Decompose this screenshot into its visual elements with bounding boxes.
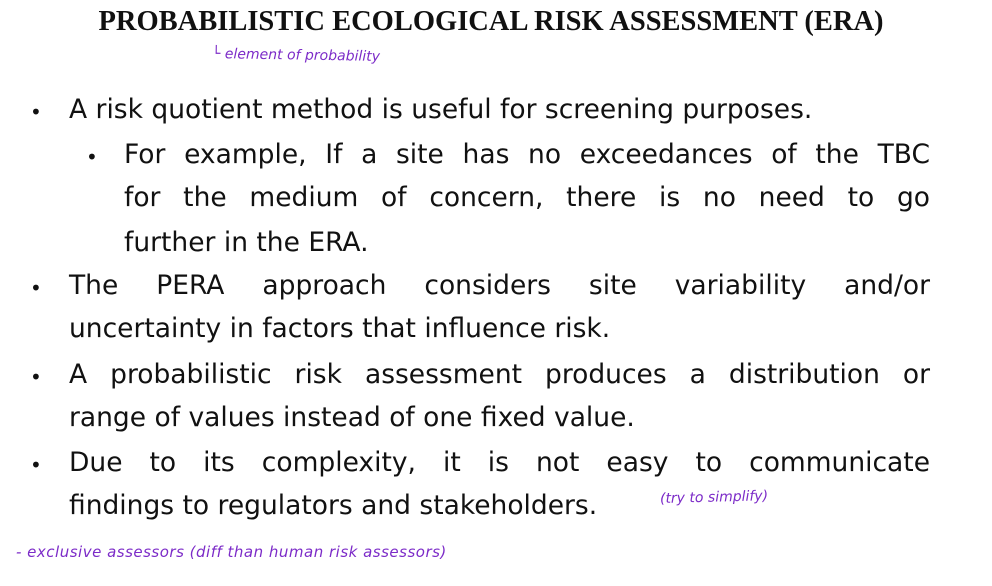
- sub-bullet-line-2: for the medium of concern, there is no need to go: [124, 182, 930, 213]
- sub-bullet-line-1: For example, If a site has no exceedances of the TBC: [124, 139, 930, 170]
- bullet-marker: •: [30, 100, 42, 124]
- bullet-3-line-2: range of values instead of one fixed value.: [69, 402, 635, 433]
- bullet-2-line-2: uncertainty in factors that influence risk.: [69, 313, 611, 344]
- bullet-4-line-2: findings to regulators and stakeholders.: [69, 490, 598, 521]
- bullet-1-text: A risk quotient method is useful for screening purposes.: [69, 94, 813, 125]
- handwritten-note-probability: └ element of probability: [211, 46, 381, 65]
- handwritten-note-simplify: (try to simplify): [659, 488, 769, 507]
- bullet-marker: •: [30, 276, 42, 300]
- bullet-marker: •: [30, 365, 42, 389]
- bullet-3-line-1: A probabilistic risk assessment produces a distribution or: [69, 359, 930, 390]
- sub-bullet-line-3: further in the ERA.: [124, 227, 369, 258]
- sub-bullet-marker: •: [86, 145, 98, 169]
- bullet-marker: •: [30, 453, 42, 477]
- bullet-2-line-1: The PERA approach considers site variability and/or: [69, 270, 930, 301]
- bullet-4-line-1: Due to its complexity, it is not easy to communicate: [69, 447, 930, 478]
- slide-title: PROBABILISTIC ECOLOGICAL RISK ASSESSMENT (ERA): [98, 6, 884, 37]
- handwritten-note-exclusive-assessors: - exclusive assessors (diff than human risk assessors): [16, 543, 447, 561]
